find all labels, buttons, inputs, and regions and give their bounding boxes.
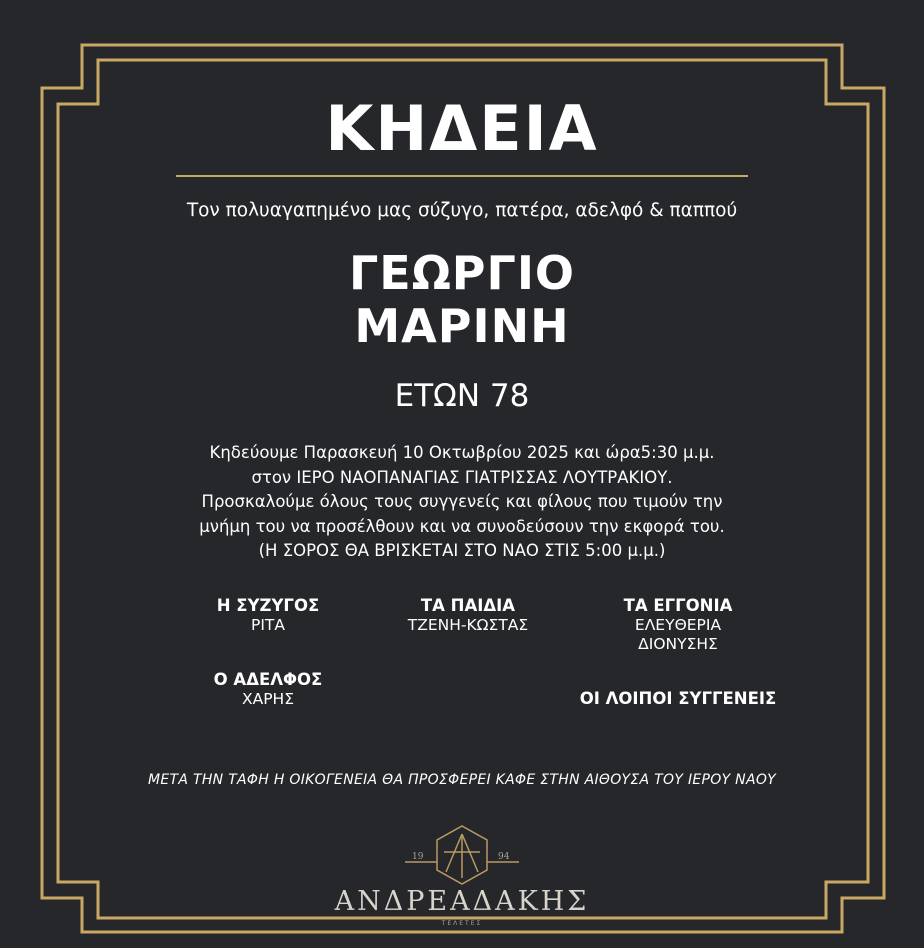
mourner-group-brother <box>148 670 388 709</box>
mourner-group-children <box>348 596 588 635</box>
deceased-first-name: ΓΕΩΡΓΙΟ <box>348 246 576 300</box>
logo-year-right: 94 <box>498 852 510 862</box>
page-title: ΚΗΔΕΙΑ <box>325 92 599 165</box>
mourner-heading: ΟΙ ΛΟΙΠΟΙ ΣΥΓΓΕΝΕΙΣ <box>579 689 777 708</box>
announcement-line: Προσκαλούμε όλους τους συγγενείς και φίλους που τιμούν την <box>201 492 723 511</box>
mourner-group-grandchildren <box>558 596 798 654</box>
brand-subtitle: ΤΕΛΕΤΕΣ <box>441 920 483 927</box>
mourner-name: ΤΖΕΝΗ-ΚΩΣΤΑΣ <box>407 616 529 634</box>
mourner-heading: ΤΑ ΠΑΙΔΙΑ <box>420 596 516 615</box>
mourner-heading: Ο ΑΔΕΛΦΟΣ <box>213 670 323 689</box>
mourner-name: ΕΛΕΥΘΕΡΙΑ <box>634 616 722 634</box>
brand-logo <box>0 822 924 948</box>
deceased-last-name: ΜΑΡΙΝΗ <box>354 299 570 353</box>
mourner-name: ΧΑΡΗΣ <box>241 690 295 708</box>
mourner-group-relatives <box>538 689 818 709</box>
footer-note: ΜΕΤΑ ΤΗΝ ΤΑΦΗ Η ΟΙΚΟΓΕΝΕΙΑ ΘΑ ΠΡΟΣΦΕΡΕΙ ΚΑΦΕ ΣΤΗΝ ΑΙΘΟΥΣΑ ΤΟΥ ΙΕΡΟΥ ΝΑΟΥ <box>147 772 776 788</box>
title-divider <box>176 175 748 177</box>
deceased-age: ΕΤΩΝ 78 <box>394 378 530 414</box>
brand-name: ΑΝΔΡΕΑΔΑΚΗΣ <box>334 886 590 917</box>
announcement-line: (Η ΣΟΡΟΣ ΘΑ ΒΡΙΣΚΕΤΑΙ ΣΤΟ ΝΑΟ ΣΤΙΣ 5:00 μ.μ.) <box>258 541 666 560</box>
hexagon-monogram-icon <box>0 822 924 892</box>
announcement-line: μνήμη του να προσέλθουν και να συνοδεύσουν την εκφορά του. <box>199 516 725 536</box>
announcement-line: στον ΙΕΡΟ ΝΑΟΠΑΝΑΓΙΑΣ ΓΙΑΤΡΙΣΣΑΣ ΛΟΥΤΡΑΚΙΟΥ. <box>251 467 673 487</box>
mourner-name: ΡΙΤΑ <box>251 616 285 634</box>
logo-year-left: 19 <box>412 852 424 862</box>
mourner-heading: Η ΣΥΖΥΓΟΣ <box>216 596 320 615</box>
mourner-heading: ΤΑ ΕΓΓΟΝΙΑ <box>623 596 733 615</box>
mourner-name: ΔΙΟΝΥΣΗΣ <box>638 635 718 653</box>
announcement-line: Κηδεύουμε Παρασκευή 10 Οκτωβρίου 2025 και ώρα5:30 μ.μ. <box>209 443 715 462</box>
subtitle: Τον πολυαγαπημένο μας σύζυγο, πατέρα, αδελφό & παππού <box>186 200 738 221</box>
announcement-text <box>0 441 924 564</box>
